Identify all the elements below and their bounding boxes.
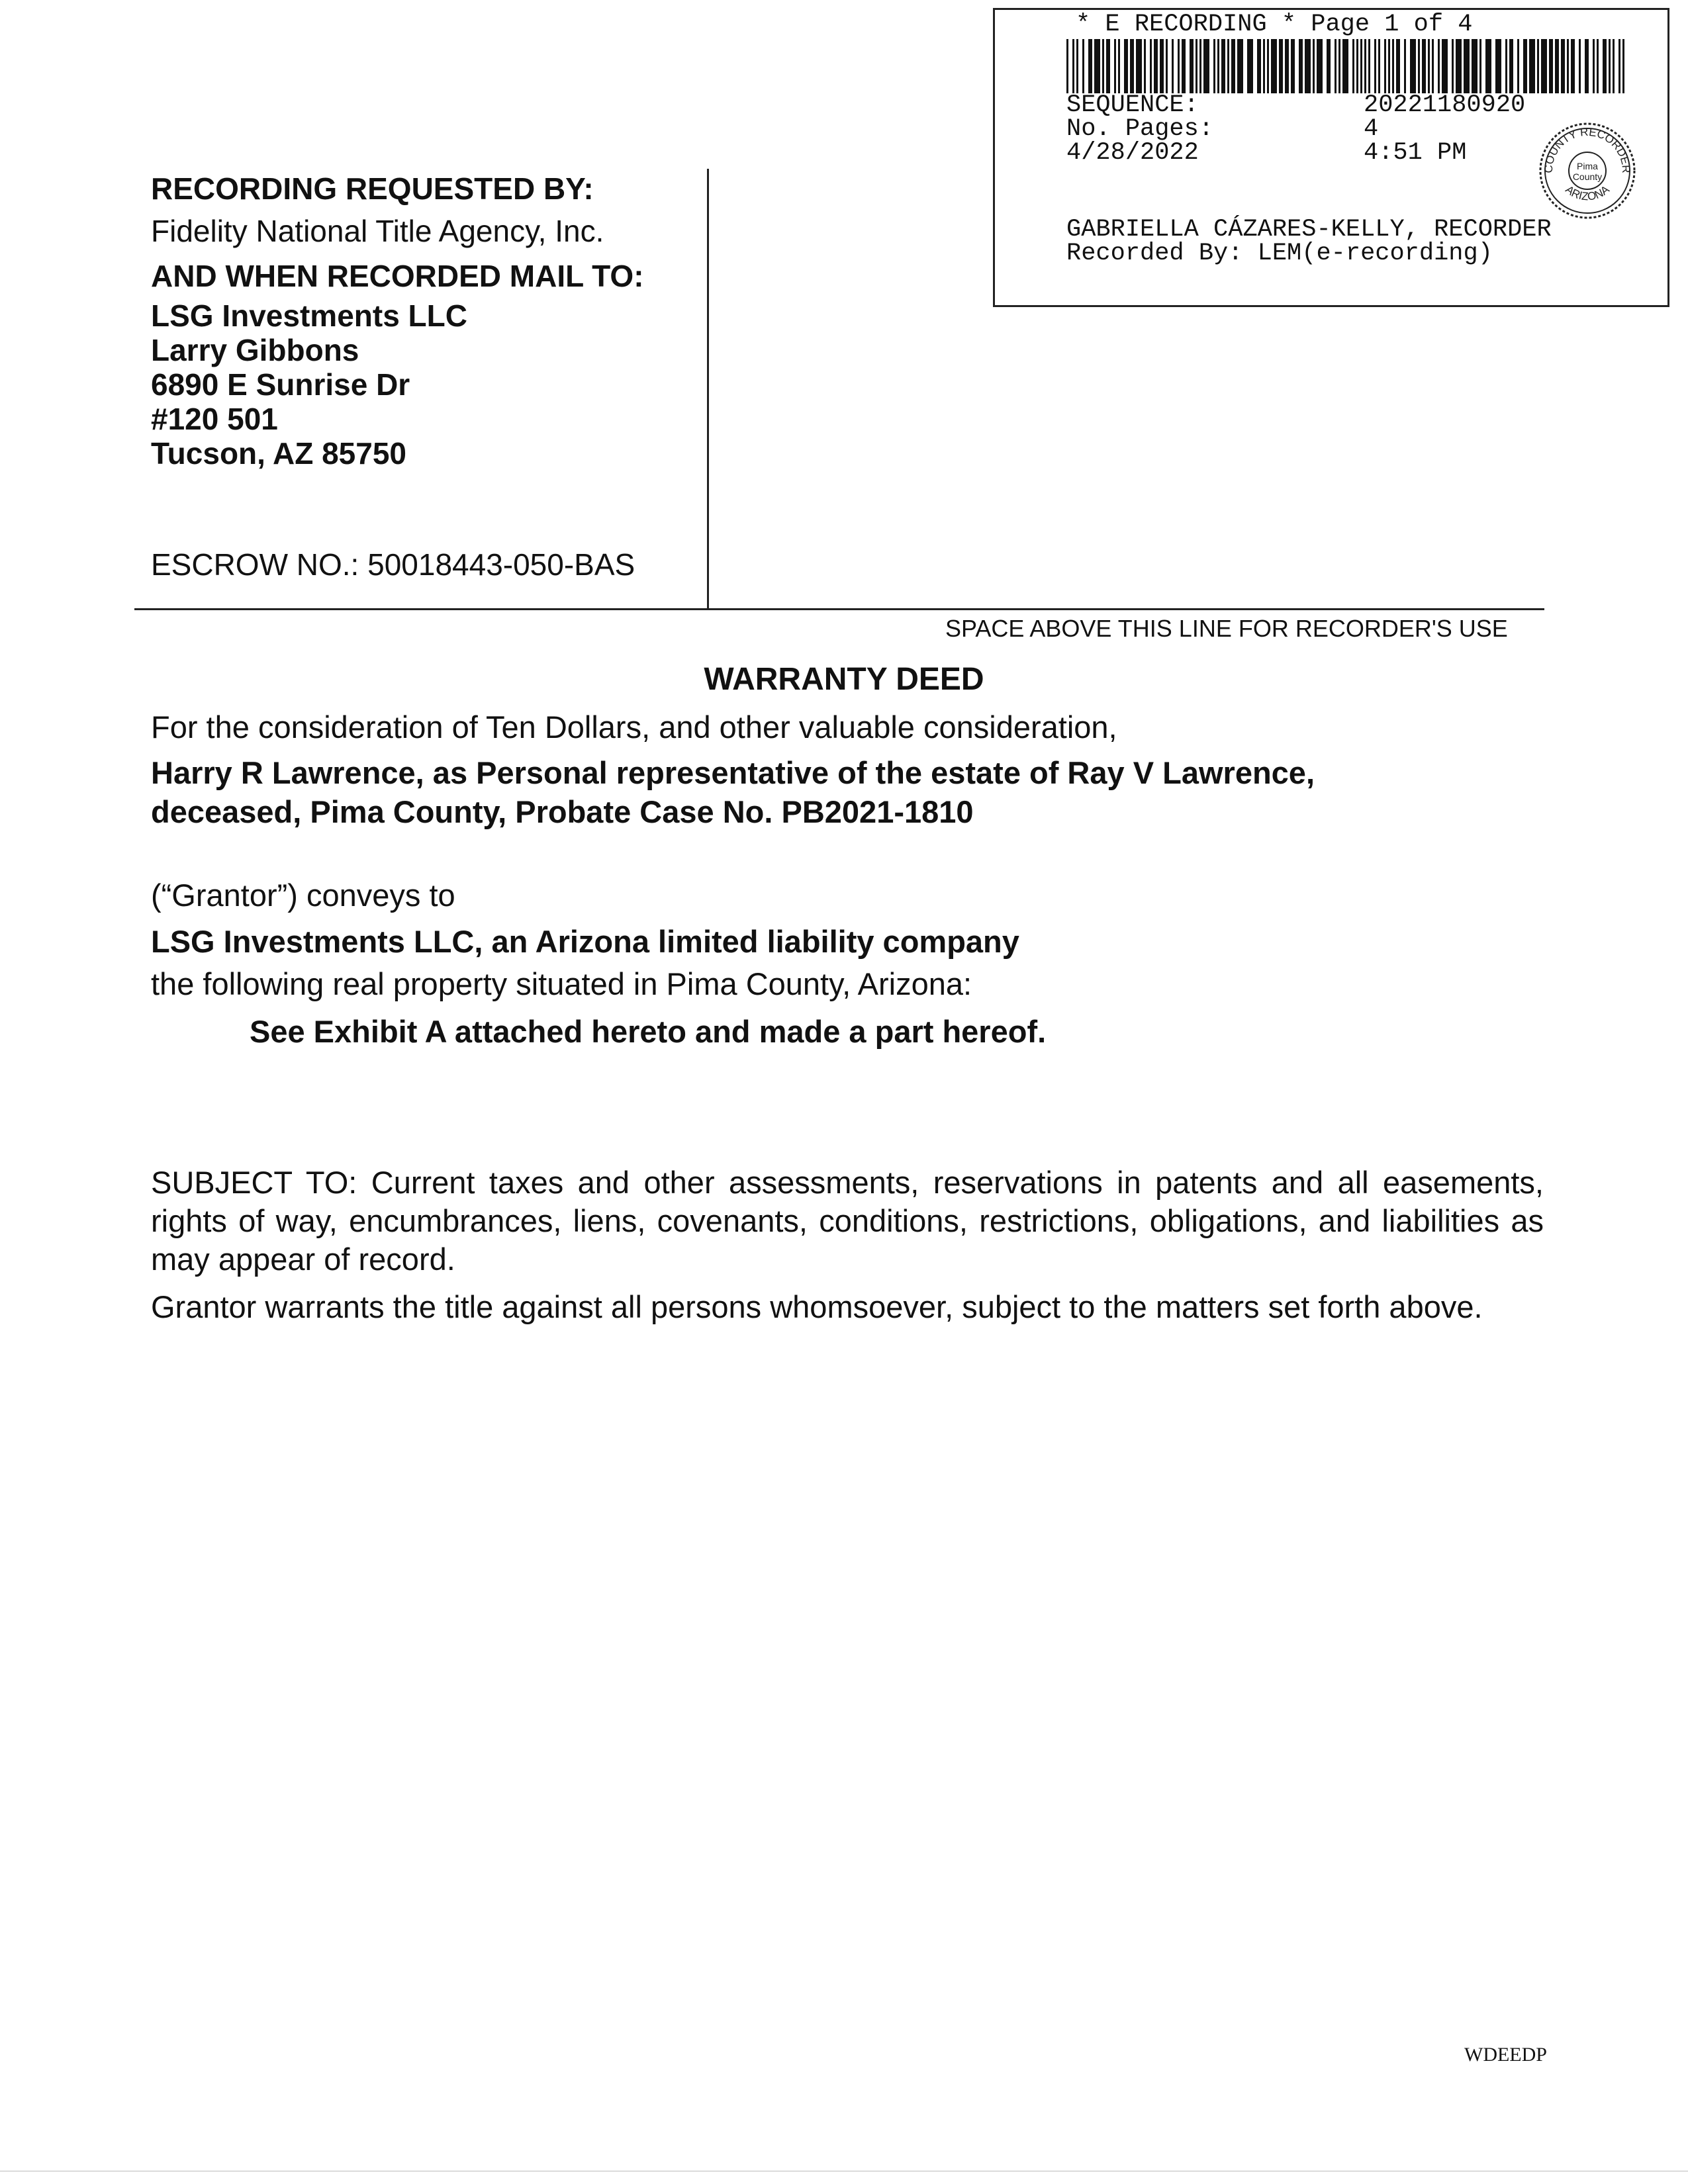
subject-to-paragraph: SUBJECT TO: Current taxes and other assessments, reservations in patents and all easements, rights of way, encumbrances, liens, covenants, conditions, restrictions, obligations, and liabilities as may appear of record. xyxy=(151,1165,1544,1277)
pages-label: No. Pages: xyxy=(1066,115,1214,143)
pages-value: 4 xyxy=(1364,115,1379,143)
exhibit-reference: See Exhibit A attached hereto and made a part hereof. xyxy=(250,1014,1047,1049)
recording-stamp xyxy=(993,8,1669,307)
county-recorder-seal xyxy=(1538,121,1637,220)
seal-text-bottom: ARIZONA xyxy=(1563,183,1612,203)
requested-by: Fidelity National Title Agency, Inc. xyxy=(151,214,604,248)
recorded-by: Recorded By: LEM(e-recording) xyxy=(1066,240,1493,267)
record-time: 4:51 PM xyxy=(1364,139,1467,167)
sequence-label: SEQUENCE: xyxy=(1066,91,1199,119)
mail-to-line: #120 501 xyxy=(151,402,278,436)
mail-to-label: AND WHEN RECORDED MAIL TO: xyxy=(151,259,644,293)
mail-to-line: LSG Investments LLC xyxy=(151,298,467,333)
recorder-name: GABRIELLA CÁZARES-KELLY, RECORDER xyxy=(1066,216,1552,244)
seal-inner-line2: County xyxy=(1572,171,1603,182)
seal-text-top: COUNTY RECORDER xyxy=(1542,125,1633,173)
svg-text:ARIZONA xyxy=(1563,183,1612,203)
conveys-line: (“Grantor”) conveys to xyxy=(151,878,455,913)
mail-to-line: Tucson, AZ 85750 xyxy=(151,436,407,471)
recorder-use-line xyxy=(134,608,1544,610)
document-title: WARRANTY DEED xyxy=(704,662,984,697)
mail-to-line: 6890 E Sunrise Dr xyxy=(151,367,410,402)
barcode xyxy=(1066,39,1629,93)
warranty-paragraph: Grantor warrants the title against all persons whomsoever, subject to the matters set forth above. xyxy=(151,1289,1483,1324)
mail-to-line: Larry Gibbons xyxy=(151,333,359,367)
record-date: 4/28/2022 xyxy=(1066,139,1199,167)
grantor-line: deceased, Pima County, Probate Case No. PB2021-1810 xyxy=(151,794,974,829)
recorder-use-note: SPACE ABOVE THIS LINE FOR RECORDER'S USE xyxy=(945,615,1508,642)
grantor-line: Harry R Lawrence, as Personal representative of the estate of Ray V Lawrence, xyxy=(151,755,1315,790)
sequence-value: 20221180920 xyxy=(1364,91,1526,119)
consideration-line: For the consideration of Ten Dollars, and other valuable consideration, xyxy=(151,709,1117,745)
property-line: the following real property situated in Pima County, Arizona: xyxy=(151,966,972,1001)
header-divider xyxy=(707,169,709,609)
recording-requested-label: RECORDING REQUESTED BY: xyxy=(151,171,594,206)
form-code: WDEEDP xyxy=(1464,2044,1547,2066)
stamp-header: * E RECORDING * Page 1 of 4 xyxy=(1076,11,1473,38)
seal-inner-line1: Pima xyxy=(1577,161,1598,171)
escrow-number: ESCROW NO.: 50018443-050-BAS xyxy=(151,547,635,582)
grantee-line: LSG Investments LLC, an Arizona limited liability company xyxy=(151,924,1019,959)
